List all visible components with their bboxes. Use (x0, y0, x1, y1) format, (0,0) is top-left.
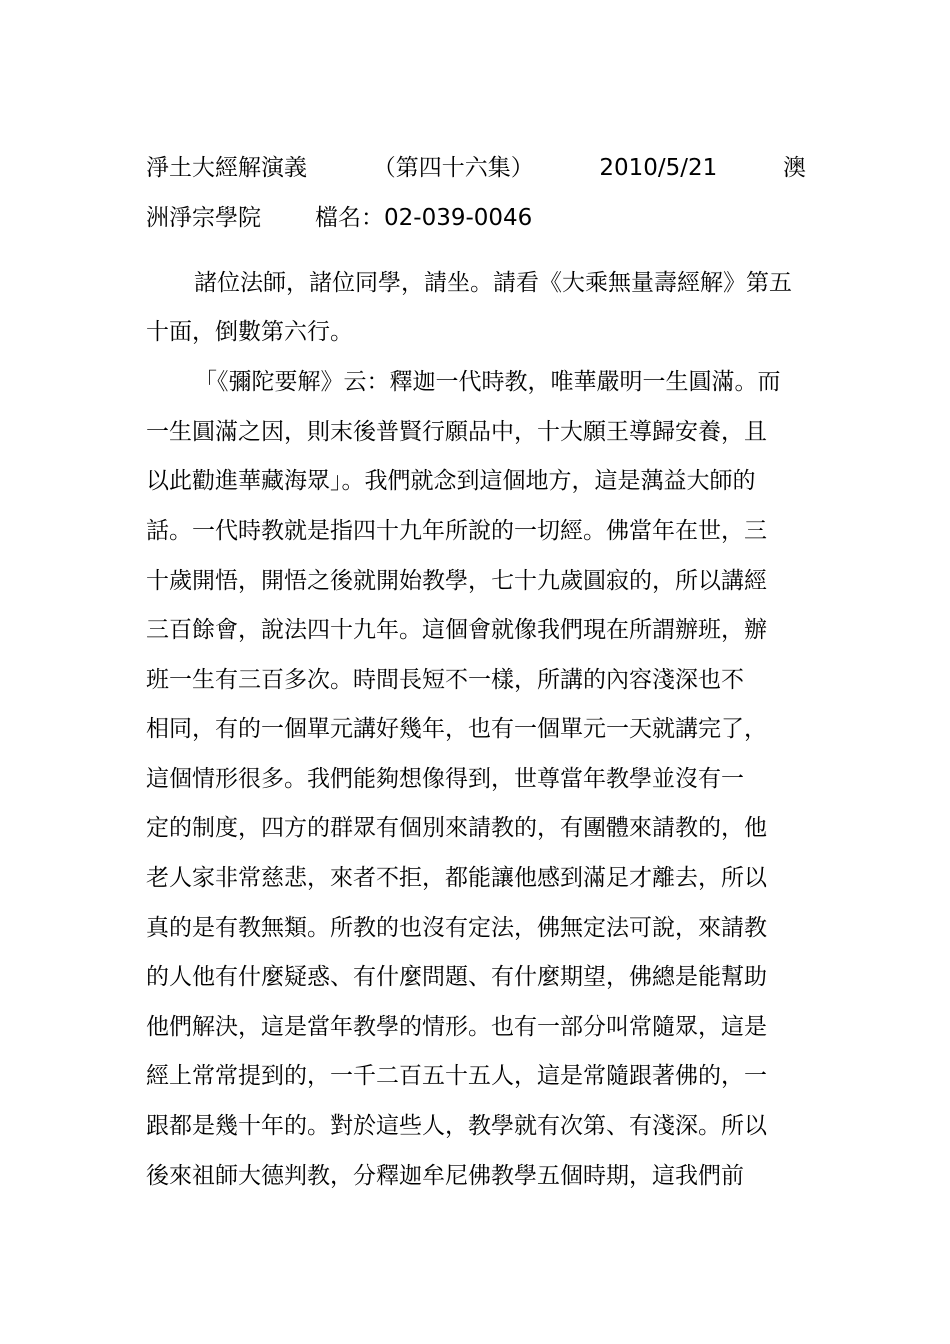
body-line: 經上常常提到的，一千二百五十五人，這是常隨跟著佛的，一 (146, 1063, 767, 1089)
place-start: 澳 (783, 155, 806, 181)
body-line: 相同，有的一個單元講好幾年，也有一個單元一天就講完了， (146, 716, 767, 742)
body-line: 諸位法師，諸位同學，請坐。請看《大乘無量壽經解》第五 (194, 270, 792, 296)
body-line: 十歲開悟，開悟之後就開始教學，七十九歲圓寂的，所以講經 (146, 568, 767, 594)
file-label: 檔名：02-039-0046 (315, 205, 533, 231)
body-line: 十面，倒數第六行。 (146, 319, 353, 345)
body-line: 後來祖師大德判教，分釋迦牟尼佛教學五個時期，這我們前 (146, 1163, 744, 1189)
body-line: 話。一代時教就是指四十九年所說的一切經。佛當年在世，三 (146, 518, 767, 544)
place-label: 洲淨宗學院 (146, 205, 261, 231)
body-line: 班一生有三百多次。時間長短不一樣，所講的內容淺深也不 (146, 667, 744, 693)
body-line: 這個情形很多。我們能夠想像得到，世尊當年教學並沒有一 (146, 766, 744, 792)
body-line: 他們解決，這是當年教學的情形。也有一部分叫常隨眾，這是 (146, 1014, 767, 1040)
body-line: 以此勸進華藏海眾」。我們就念到這個地方，這是蕅益大師的 (146, 468, 756, 494)
episode-label: （第四十六集） (372, 155, 534, 181)
date-label: 2010/5/21 (599, 155, 718, 181)
body-line: 三百餘會，說法四十九年。這個會就像我們現在所謂辦班，辦 (146, 617, 767, 643)
body-line: 真的是有教無類。所教的也沒有定法，佛無定法可說，來請教 (146, 915, 767, 941)
document-title: 淨土大經解演義 (146, 155, 307, 181)
body-line: 的人他有什麼疑惑、有什麼問題、有什麼期望，佛總是能幫助 (146, 964, 767, 990)
body-line: 一生圓滿之因，則末後普賢行願品中，十大願王導歸安養，且 (146, 419, 767, 445)
body-line: 跟都是幾十年的。對於這些人，教學就有次第、有淺深。所以 (146, 1113, 767, 1139)
body-line: 「《彌陀要解》云：釋迦一代時教，唯華嚴明一生圓滿。而 (194, 369, 781, 395)
body-line: 老人家非常慈悲，來者不拒，都能讓他感到滿足才離去，所以 (146, 865, 767, 891)
body-line: 定的制度，四方的群眾有個別來請教的，有團體來請教的，他 (146, 815, 767, 841)
header-line-1 (146, 153, 806, 183)
header-line-2 (146, 203, 806, 233)
